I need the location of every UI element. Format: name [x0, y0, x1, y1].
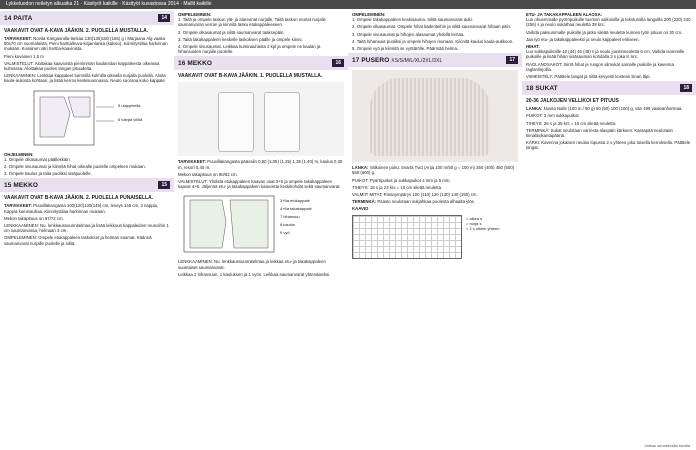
garment-illustration: [218, 92, 254, 152]
toe-text: KÄRKI: Kavenna jokaisen neulan lopussa 2 s yhteen joka toisella kerroksella. Päättele langat.: [526, 140, 691, 151]
knit-sweater-illustration: [370, 78, 490, 156]
instruction-step: Luo sukkapuikoille 40 (44) 46 (48) s ja neulo joustinneuletta 6 cm. Vaihda isommille puikoille ja lisää hihan sisäsauman kohdalla 2 s joka 8. krs.: [526, 49, 685, 60]
chart-heading: KAAVIO: [352, 206, 369, 212]
instructions-heading: OHJELMINEN:: [4, 151, 34, 157]
chart-legend: [466, 212, 499, 262]
terms-text: TERMINKÄ: Sukat neulotaan varresta alaspäin kärkeen. Kantapää neulotaan tiimalasikantapäänä.: [526, 127, 673, 139]
instruction-step: 3. Taitä takakappaleen keskelle laskoksen päälle ja ompele kiinni.: [178, 36, 303, 42]
cutting-text: Leikkaa 2 hihansuun, 1 kauluksen ja 1 vyön. Leikkaa saumanvarat yhtenäiseksi.: [178, 271, 331, 277]
sewing-text: OMPELEMINEN: Ompele etukappaleen laskokset ja helman saumat. Käännä saumanvarat nurjalle puolelle ja silitä.: [4, 235, 152, 246]
garment-photo: [352, 70, 518, 162]
needles-text: PUIKOT: 3 mm sukkapuikot.: [526, 113, 580, 119]
section-header-18: [522, 81, 696, 95]
yarn-text: LANKA: Novita Nalle (100 m / 50 g) 50 (50) 100 (100) g, väri 499 vaaleanharmaa.: [526, 106, 683, 112]
continued-note: Jatkuu seuraavalla sivulla: [644, 443, 690, 448]
instruction-step: 5. Ompele vyö ja kiinnitä se vyötärölle. Päärmää helma.: [352, 46, 459, 52]
section-subtitle: VAAKAVIT OVAT B-KAVA JÄÄKIN. 2. PUOLELLA PUNAISELLA.: [4, 195, 154, 202]
garment-illustration: [264, 92, 300, 152]
legend-item: 4+6a takakappale: [280, 206, 312, 212]
section-header-16: [174, 56, 348, 70]
sewing-heading: OMPELEMINEN:: [178, 12, 212, 17]
terms-text: TERMINKÄ: Paasto neulotaan sukjahkaa puolesta alhaalta ylös.: [352, 199, 476, 205]
section-heading: HIHAT:: [526, 44, 540, 50]
legend-item: = 2 s oikein yhteen: [466, 225, 500, 231]
pattern-layout-svg: [178, 192, 344, 256]
materials-text: TARVIKKEET: Puuvillakangasta pääosiin 0,90 (1,05) (1,25) 1,35 (1,40) m, kaulus 0,30 m, resori 0,40 m.: [178, 159, 343, 170]
instruction-step: Luo ohuemmalle pyöröpuikolle tuomon valkoisilla ja teksturoilla langoilla 200 (220) 240 (256) s ja neulo sukathaa neuletta 38 krs.: [526, 17, 691, 28]
section-badge: 16: [332, 59, 344, 67]
section-title: 17 PUSERO XS/S/M/L/XL/2XL/3XL: [352, 56, 443, 64]
legend-item: 8 kaulus: [280, 222, 295, 228]
instruction-step: 2. Ompele sivusaumat ja kiinnitä hihat oikealle puolelle ompeleen mukaan.: [4, 164, 146, 170]
section-subtitle: VAAKAVIT OVAT A-KAVA JÄÄKIN. 2. PUOLELLA MUSTALLA.: [4, 28, 149, 34]
instruction-step: 1. Ompele takakappaleen keskisauma. Silitä saumanvarat auki.: [352, 17, 473, 23]
section-title: 18 SUKAT: [526, 84, 558, 92]
size-note: Pieni kuvainen 1,5 m: [4, 53, 44, 59]
section-title: 15 MEKKO: [4, 181, 39, 189]
instruction-step: 3. Ompele kaulus ja taita puoliksi sisäpuolelle.: [4, 171, 92, 177]
section-header-15: [0, 178, 174, 192]
instruction-step: 2. Ompele olkasaumat. Ompele hihat kädenteihin ja silitä saumanvarat hihaan päin.: [352, 24, 512, 30]
legend-item: = nurja s: [466, 220, 482, 226]
gauge-text: TIHEYS: 18 s ja 23 krs = 10 cm sileää neuletta.: [352, 184, 443, 190]
gauge-text: TIHEYS: 26 s ja 35 krs = 10 cm sileää neuletta.: [526, 120, 617, 126]
section-badge: 14: [158, 14, 170, 22]
instruction-step: 1. Taitä ja ompele taskun ylä- ja alareunat nurjalle. Taitä taskun reunat nurjalle saumanvaran verran ja kiinnitä tasku etukappaleeseen.: [178, 17, 326, 28]
measure-text: Mekon takapituus on 67/72 cm.: [4, 215, 64, 221]
legend-item: 6 tulejat villöä: [118, 116, 143, 122]
section-title: 16 MEKKO: [178, 59, 213, 67]
materials-text: TARVIKKEET: Novita Kangasrulla-lankaa 130(135)150 (165) g / Marjaana Alg.vaaka 90x70 cm suomalaista, Pieni harttia/kuva-kirjainlanka (kaksio). Kiinnitystilaa harkinnan mukaan. Kuvainen väri harttia-kaavioista.: [4, 36, 168, 52]
instruction-step: Vaihda paksummalle puikolle ja jatka sileää neuletta kunnes työn pituus on 30 cm.: [526, 29, 683, 35]
layout-diagram-16: [178, 192, 344, 256]
knit-chart: [352, 215, 462, 259]
prep-text: VALMISTELUT: Yhdistä etukappaleen kaavan osat 3+5 ja ompele takakappaleen kaavat 4+6. Jäljennä etu- ja takakappaleen kaavoista keskikohdat sekä saumanvarat.: [178, 179, 341, 190]
measure-text: Mekon takapituus on 80/82 cm.: [178, 171, 238, 177]
yarn-text: LANKA: Valkoinen puku: Svarta Tvid (Arija 100 m/50 g = 100 m) 350 (400) 450 (500) 550 (600) g.: [352, 165, 515, 176]
instruction-step: 1. Ompele olkasaumat päällekkäin.: [4, 156, 71, 162]
section-badge: 17: [506, 56, 518, 64]
cutting-text: LENKKAAMINEN: Nu. lenkkaussuunnitelmaa ja leikkaa etu- ja takakappaleen suuntaiset saumanvarat.: [178, 259, 326, 270]
section-subtitle: 20-36 JALKOJEN VELLIKOI ET PITUUS: [526, 98, 619, 105]
section-title: 14 PAITA: [4, 14, 33, 22]
pattern-layout-svg: [4, 87, 170, 149]
column-1: [0, 9, 174, 450]
instruction-step: RAGLANOSAKOT: Siirrä hihat ja rungon silmukat samalle puikolle ja kavenna raglanlinjoilla.: [526, 61, 674, 72]
instruction-step: 2. Ompele olkasaumat ja silitä saumanvarat taaksepäin.: [178, 29, 285, 35]
column-4: [522, 9, 696, 450]
column-3: [348, 9, 522, 450]
section-header-14: [0, 11, 174, 25]
page-header-bar: Lykkeluodon neiletyn alkuaika 21 · Käsityöt kaikille · Käsityöt kuvastossa 2014 · Mallit kaikille: [0, 0, 696, 9]
legend-item: 7 hihansuu: [280, 214, 300, 220]
legend-item: = oikea s: [466, 215, 483, 221]
section-subtitle: VAAKAVIT OVAT B-KAVA JÄÄKIN. 1. PUOLELLA MUSTALLA.: [178, 73, 323, 80]
instruction-step: Jaa työ etu- ja takakappaleeksi ja neulo kappaleet erikseen.: [526, 36, 640, 42]
cutting-text: LENKAAMINEN: Lenkkaa kappaleet tummilla kulmilla oikealla nurjalla puolella. Aloita kaula-aukosta kohtaan, ja lisää kerros keskisuunnassa. Neulo suorana koko kappale.: [4, 73, 166, 84]
cutting-text: LENKKAAMINEN: Nu. lenkkaussuunnitelmaa ja lisää leikkuun kappaleiden reunoihin 1 cm saumanvaraa, helmaan 3 cm.: [4, 223, 169, 234]
sewing-heading: OMPELEMINEN:: [352, 12, 386, 17]
needles-text: PUIKOT: Pyöröpuikot ja sukkapuikot 4 mm ja 5 mm.: [352, 177, 451, 183]
garment-photo: [178, 82, 344, 156]
layout-diagram-14: [4, 87, 170, 149]
legend-item: 5 ulappinella: [118, 102, 141, 108]
column-2: [174, 9, 348, 450]
legend-item: 9 vyö: [280, 230, 290, 236]
section-header-17: [348, 53, 522, 67]
instruction-step: VIIMEISTELY: Päättele langat ja silitä kevyesti kostean liinan läpi.: [526, 74, 651, 80]
instruction-step: 4. Ompele sivusaumat. Leikkaa kuminauhasta 2 kpl ja ompele ne kaulan ja hihansuiden nurjalle puolelle.: [178, 44, 321, 55]
measurements-text: VALMIIT MITAT: Rinanympärys 100 (110) 120 (130) 140 (150) cm.: [352, 192, 478, 198]
section-badge: 15: [158, 181, 170, 189]
instruction-step: 3. Ompele sivusaumat ja hihojen alasaumat yhdellä kertaa.: [352, 31, 465, 37]
section-heading: ETU- JA TAKAKAPPALEEN ALAOSA:: [526, 12, 603, 17]
prep-text: VALMISTELUT: Aloitakaa kaavioista pienimmän kaulamitan kappaleesta oikeassa kulmassa. Aloittakaa puolen langan pituudelta.: [4, 60, 160, 72]
instruction-step: 4. Taitä hihansuut puoliksi ja ompele hihojen reunaan. Kiinnitä kaulus kaula-aukkoon.: [352, 38, 514, 44]
materials-text: TARVIKKEET: Puuvillakangasta 100(120)130(145) cm, leveys 145 cm, 3 nappia, Kappia kuminauhaa. Kiinnitystilaa harkinnan mukaan.: [4, 203, 159, 214]
knit-chart-area: [352, 212, 518, 262]
section-badge: 18: [680, 84, 692, 92]
legend-item: 3+5a etukappale: [280, 198, 310, 204]
